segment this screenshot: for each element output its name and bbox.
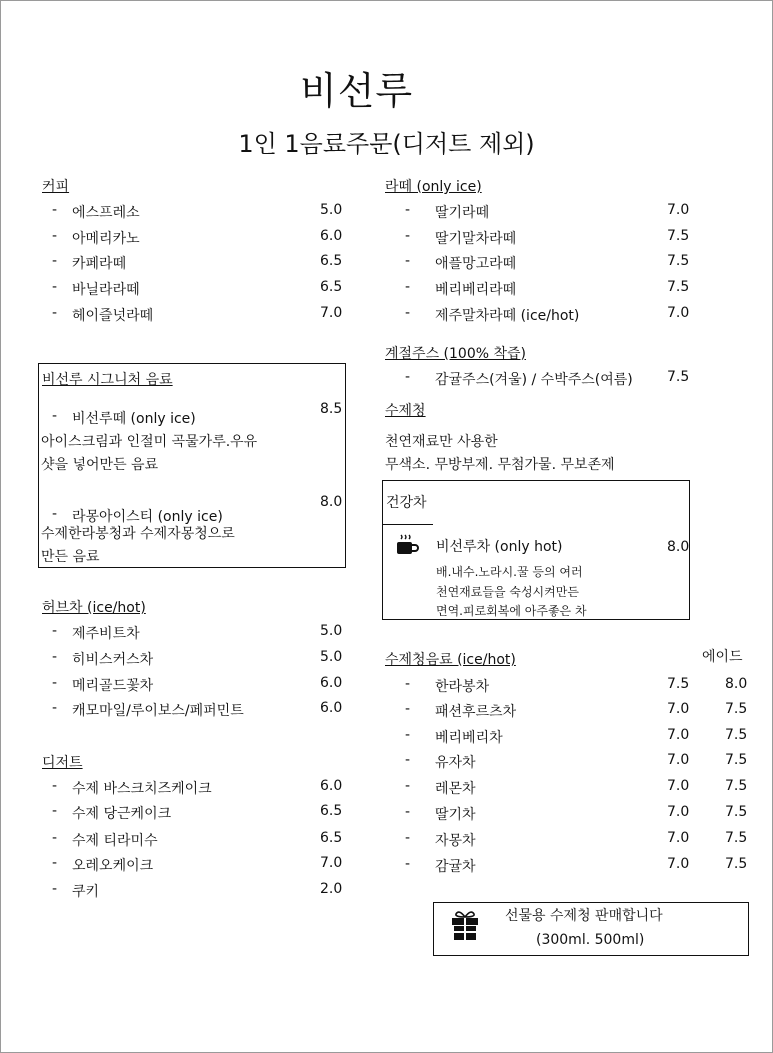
menu-item: - 메리골드꽃차 6.0 [52, 675, 343, 694]
herb-heading: 허브차 (ice/hot) [42, 600, 146, 616]
signature-desc: 만든 음료 [41, 549, 100, 565]
gift-icon [450, 910, 480, 942]
signature-heading: 비선루 시그니처 음료 [42, 372, 173, 388]
menu-item: - 감귤차 7.0 7.5 [405, 856, 748, 875]
menu-item: - 한라봉차 7.5 8.0 [405, 676, 748, 695]
menu-item: - 히비스커스차 5.0 [52, 649, 343, 668]
menu-item: - 제주말차라떼 (ice/hot) 7.0 [405, 305, 690, 324]
menu-item: - 라몽아이스티 (only ice) 8.0 [52, 494, 343, 525]
menu-item: - 감귤주스(겨울) / 수박주스(여름) 7.5 [405, 369, 690, 388]
signature-desc: 아이스크림과 인절미 곡물가루.우유 [41, 434, 258, 450]
syrup-line: 무색소. 무방부제. 무첨가물. 무보존제 [385, 457, 615, 473]
signature-desc: 수제한라봉청과 수제자몽청으로 [41, 526, 235, 542]
gift-line: 선물용 수제청 판매합니다 [505, 908, 663, 924]
menu-item: - 오레오케이크 7.0 [52, 855, 343, 874]
menu-item: - 딸기차 7.0 7.5 [405, 804, 748, 823]
dessert-heading: 디저트 [42, 755, 83, 771]
health-tea-desc: 천연재료들을 숙성시켜만든 [436, 585, 579, 599]
gift-line: (300ml. 500ml) [536, 932, 645, 948]
health-tea-divider [383, 524, 433, 525]
health-tea-heading: 건강차 [386, 495, 427, 511]
syrup-heading: 수제청 [385, 403, 426, 419]
ade-column-label: 에이드 [702, 649, 743, 665]
syrup-drinks-heading: 수제청음료 (ice/hot) [385, 652, 516, 668]
menu-item: - 바닐라라떼 6.5 [52, 279, 343, 298]
menu-item: - 수제 티라미수 6.5 [52, 830, 343, 849]
health-tea-name: 비선루차 (only hot) [436, 539, 563, 555]
menu-item: - 베리베리라떼 7.5 [405, 279, 690, 298]
menu-item: - 유자차 7.0 7.5 [405, 752, 748, 771]
page-title: 1인 1음료주문(디저트 제외) [238, 130, 535, 158]
menu-item: - 딸기말차라떼 7.5 [405, 228, 690, 247]
coffee-heading: 커피 [42, 179, 70, 195]
coffee-cup-icon [395, 533, 419, 559]
menu-item: - 아메리카노 6.0 [52, 228, 343, 247]
menu-item: - 자몽차 7.0 7.5 [405, 830, 748, 849]
syrup-line: 천연재료만 사용한 [385, 434, 498, 450]
menu-item: - 애플망고라떼 7.5 [405, 253, 690, 272]
menu-item: - 에스프레소 5.0 [52, 202, 343, 221]
menu-item: - 카페라떼 6.5 [52, 253, 343, 272]
menu-item: - 패션후르츠차 7.0 7.5 [405, 701, 748, 720]
latte-heading: 라떼 (only ice) [385, 179, 482, 195]
menu-item: - 제주비트차 5.0 [52, 623, 343, 642]
menu-item: - 쿠키 2.0 [52, 881, 343, 900]
signature-desc: 샷을 넣어만든 음료 [41, 457, 159, 473]
health-tea-desc: 면역.피로회복에 아주좋은 차 [436, 604, 587, 618]
menu-item: - 딸기라떼 7.0 [405, 202, 690, 221]
menu-item: - 베리베리차 7.0 7.5 [405, 727, 748, 746]
menu-item: - 캐모마일/루이보스/페퍼민트 6.0 [52, 700, 343, 719]
menu-item: - 수제 바스크치즈케이크 6.0 [52, 778, 343, 797]
health-tea-price: 8.0 [667, 539, 690, 555]
juice-heading: 계절주스 (100% 착즙) [385, 346, 526, 362]
menu-item: - 헤이즐넛라떼 7.0 [52, 305, 343, 324]
logo: 비선루 [300, 69, 414, 113]
menu-item: - 레몬차 7.0 7.5 [405, 778, 748, 797]
menu-item: - 비선루떼 (only ice) 8.5 [52, 401, 343, 427]
menu-item: - 수제 당근케이크 6.5 [52, 803, 343, 822]
health-tea-desc: 배.내수.노라시.꿀 등의 여러 [436, 565, 583, 579]
